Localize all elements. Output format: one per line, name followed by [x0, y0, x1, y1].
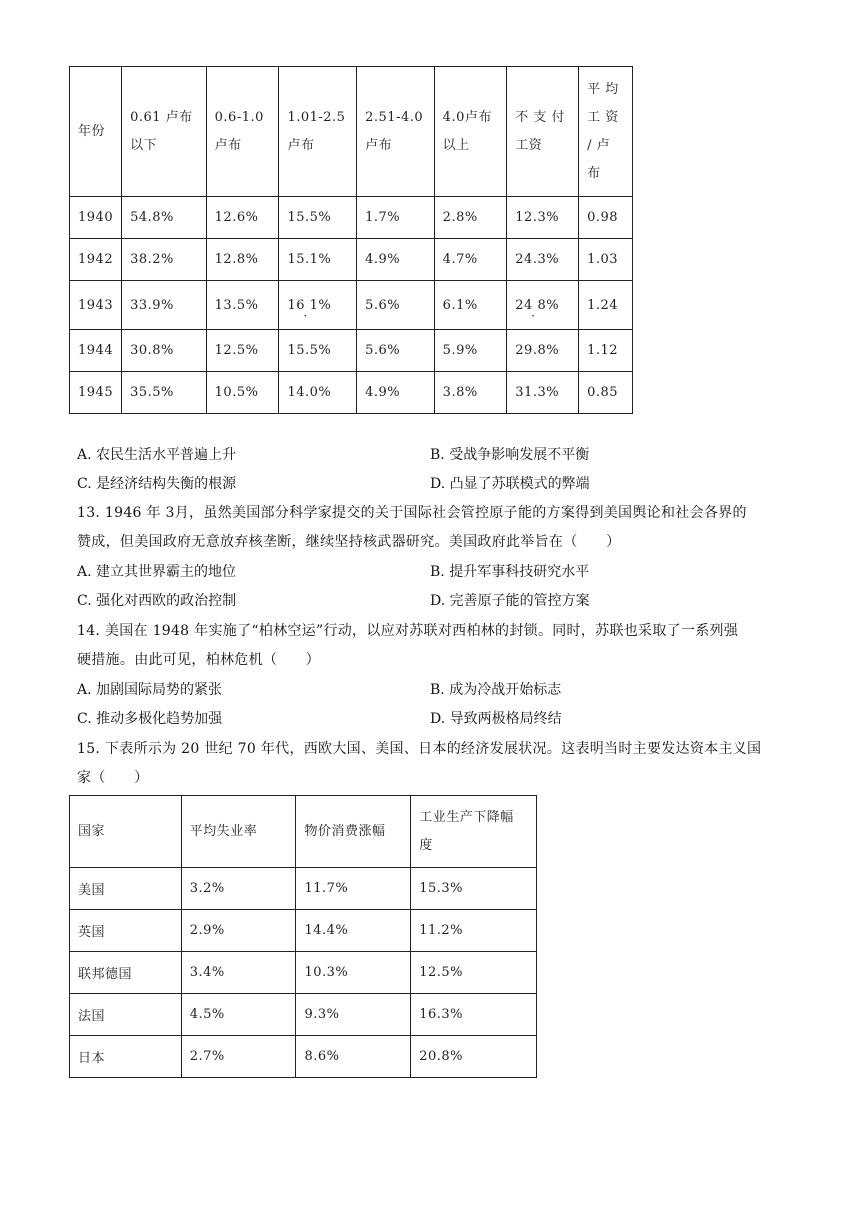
cell-text: 16 1% — [287, 297, 332, 313]
header-line: 布 — [587, 165, 601, 181]
table-cell: 12.5% — [206, 330, 279, 372]
table-header-row — [70, 67, 633, 197]
table-cell: 38.2% — [122, 239, 207, 281]
table-cell: 13.5% — [206, 281, 279, 330]
header-line: 卢布 — [365, 137, 393, 153]
q14-option-c[interactable]: C. 推动多极化趋势加强 — [77, 711, 223, 727]
table-cell: 英国 — [70, 910, 182, 952]
table-cell: 16.3% — [411, 994, 537, 1036]
header-cell — [411, 796, 537, 868]
table-cell: 1.12 — [579, 330, 633, 372]
header-line: 2.51-4.0 — [365, 109, 424, 125]
table-cell: 4.9% — [357, 372, 435, 414]
table-cell: 1942 — [70, 239, 122, 281]
header-line: 年份 — [78, 123, 106, 139]
header-line: 工 资 — [587, 109, 619, 125]
table-cell: 4.7% — [434, 239, 507, 281]
q12-option-c[interactable]: C. 是经济结构失衡的根源 — [77, 476, 237, 492]
header-line: 平 均 — [587, 81, 619, 97]
table-cell: 15.5% — [279, 330, 357, 372]
q13-stem-line1: 13. 1946 年 3月，虽然美国部分科学家提交的关于国际社会管控原子能的方案得到美国舆论和社会各界的 — [77, 505, 747, 521]
table-cell: 15.1% — [279, 239, 357, 281]
header-line: 工业生产下降幅 — [419, 809, 514, 825]
header-line: 0.6-1.0 — [214, 109, 264, 125]
table-cell: 54.8% — [122, 197, 207, 239]
header-cell: 国家 — [70, 796, 182, 868]
table-cell: 4.5% — [181, 994, 296, 1036]
table-cell: 1944 — [70, 330, 122, 372]
table-cell: 20.8% — [411, 1036, 537, 1078]
table-cell: 30.8% — [122, 330, 207, 372]
table-cell — [507, 281, 579, 330]
wage-distribution-table — [69, 66, 633, 414]
table-cell: 8.6% — [296, 1036, 411, 1078]
table-cell: 33.9% — [122, 281, 207, 330]
header-line: 1.01-2.5 — [287, 109, 346, 125]
table-cell: 5.6% — [357, 330, 435, 372]
q13-option-a[interactable]: A. 建立其世界霸主的地位 — [77, 564, 237, 580]
table-cell: 3.8% — [434, 372, 507, 414]
header-cell — [122, 67, 207, 197]
q14-option-d[interactable]: D. 导致两极格局终结 — [430, 711, 562, 727]
table-cell: 1945 — [70, 372, 122, 414]
header-cell: 物价消费涨幅 — [296, 796, 411, 868]
table-cell: 12.5% — [411, 952, 537, 994]
q13-option-d[interactable]: D. 完善原子能的管控方案 — [430, 593, 590, 609]
table-cell: 0.85 — [579, 372, 633, 414]
q14-stem-line2: 硬措施。由此可见，柏林危机（ ） — [77, 652, 321, 668]
economy-table — [69, 795, 537, 1078]
table-cell: 2.7% — [181, 1036, 296, 1078]
table-row — [70, 197, 633, 239]
header-line: 卢布 — [214, 137, 242, 153]
table-cell: 15.5% — [279, 197, 357, 239]
table-cell: 12.8% — [206, 239, 279, 281]
header-cell — [579, 67, 633, 197]
header-cell — [279, 67, 357, 197]
q13-stem-line2: 赞成，但美国政府无意放弃核垄断，继续坚持核武器研究。美国政府此举旨在（ ） — [77, 534, 621, 550]
table-cell: 10.3% — [296, 952, 411, 994]
cell-text: 24 8% — [515, 297, 560, 313]
table-cell: 11.7% — [296, 868, 411, 910]
table-cell: 1940 — [70, 197, 122, 239]
table-cell: 3.2% — [181, 868, 296, 910]
dot-mark: · — [531, 309, 536, 323]
table-row — [70, 952, 537, 994]
q15-stem-line2: 家（ ） — [77, 770, 149, 786]
table-row — [70, 1036, 537, 1078]
table-cell: 美国 — [70, 868, 182, 910]
header-line: / 卢 — [587, 137, 611, 153]
table-cell: 0.98 — [579, 197, 633, 239]
dot-mark: · — [303, 309, 308, 323]
table-row — [70, 239, 633, 281]
table-row — [70, 910, 537, 952]
table-cell: 9.3% — [296, 994, 411, 1036]
table-cell: 31.3% — [507, 372, 579, 414]
table-row — [70, 994, 537, 1036]
table-cell: 11.2% — [411, 910, 537, 952]
q14-stem-line1: 14. 美国在 1948 年实施了“柏林空运”行动，以应对苏联对西柏林的封锁。同时，苏联也采取了一系列强 — [77, 623, 739, 639]
header-cell — [434, 67, 507, 197]
table-cell — [279, 281, 357, 330]
q13-option-c[interactable]: C. 强化对西欧的政治控制 — [77, 593, 237, 609]
table-cell: 4.9% — [357, 239, 435, 281]
q13-option-b[interactable]: B. 提升军事科技研究水平 — [430, 564, 590, 580]
header-line: 以上 — [442, 137, 470, 153]
q14-option-b[interactable]: B. 成为冷战开始标志 — [430, 682, 562, 698]
table-cell: 14.4% — [296, 910, 411, 952]
table-cell: 联邦德国 — [70, 952, 182, 994]
table-cell: 日本 — [70, 1036, 182, 1078]
table-cell: 12.3% — [507, 197, 579, 239]
header-line: 0.61 卢布 — [130, 109, 193, 125]
table-cell: 6.1% — [434, 281, 507, 330]
table-cell: 29.8% — [507, 330, 579, 372]
q14-option-a[interactable]: A. 加剧国际局势的紧张 — [77, 682, 223, 698]
table-cell: 2.8% — [434, 197, 507, 239]
header-cell — [357, 67, 435, 197]
table-cell: 14.0% — [279, 372, 357, 414]
q12-option-b[interactable]: B. 受战争影响发展不平衡 — [430, 447, 590, 463]
table-row — [70, 868, 537, 910]
header-line: 卢布 — [287, 137, 315, 153]
table-row — [70, 281, 633, 330]
table-cell: 3.4% — [181, 952, 296, 994]
table-cell: 15.3% — [411, 868, 537, 910]
table-header-row — [70, 796, 537, 868]
header-line: 不 支 付 — [515, 109, 566, 125]
table-cell: 1943 — [70, 281, 122, 330]
header-cell — [507, 67, 579, 197]
table-cell: 12.6% — [206, 197, 279, 239]
table-cell: 法国 — [70, 994, 182, 1036]
header-line: 工资 — [515, 137, 543, 153]
table-row — [70, 372, 633, 414]
header-cell — [70, 67, 122, 197]
header-cell — [206, 67, 279, 197]
table-cell: 35.5% — [122, 372, 207, 414]
header-line: 度 — [419, 837, 433, 853]
table-cell: 1.03 — [579, 239, 633, 281]
q12-option-d[interactable]: D. 凸显了苏联模式的弊端 — [430, 476, 590, 492]
table-cell: 24.3% — [507, 239, 579, 281]
table-cell: 10.5% — [206, 372, 279, 414]
table-cell: 1.24 — [579, 281, 633, 330]
table-cell: 2.9% — [181, 910, 296, 952]
table-cell: 1.7% — [357, 197, 435, 239]
header-cell: 平均失业率 — [181, 796, 296, 868]
table-row — [70, 330, 633, 372]
table-cell: 5.9% — [434, 330, 507, 372]
header-line: 以下 — [130, 137, 158, 153]
header-line: 4.0卢布 — [442, 109, 492, 125]
q15-stem-line1: 15. 下表所示为 20 世纪 70 年代，西欧大国、美国、日本的经济发展状况。这表明当时主要发达资本主义国 — [77, 741, 762, 757]
q12-option-a[interactable]: A. 农民生活水平普遍上升 — [77, 447, 237, 463]
table-cell: 5.6% — [357, 281, 435, 330]
